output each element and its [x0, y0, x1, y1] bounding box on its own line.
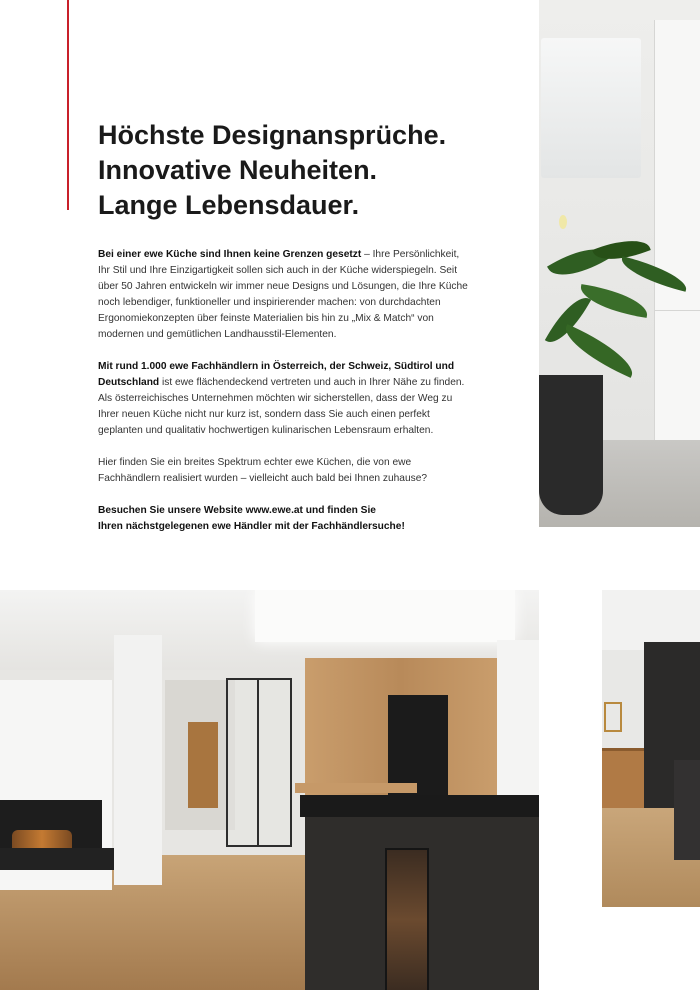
paragraph-intro-lead: Bei einer ewe Küche sind Ihnen keine Grenzen gesetzt [98, 249, 362, 260]
cta-line-2: Ihren nächstgelegenen ewe Händler mit der Fachhändlersuche! [98, 521, 405, 532]
paragraph-dealers [98, 359, 470, 439]
headline-line-2: Innovative Neuheiten. [98, 155, 378, 185]
island-countertop [300, 795, 539, 817]
side-ceiling [602, 590, 700, 650]
main-kitchen-photo [0, 590, 539, 990]
red-accent-line [67, 0, 69, 210]
tall-white-cabinet [654, 20, 700, 482]
glass-steel-door [226, 678, 292, 847]
photo-window [541, 38, 641, 178]
wooden-door [188, 722, 218, 808]
paragraph-dealers-lead: Mit rund 1.000 ewe Fachhändlern in Österreich, der Schweiz, Südtirol und Deutschland [98, 361, 455, 388]
paragraph-spectrum [98, 455, 470, 487]
plant-cabinet-photo [539, 0, 700, 527]
page-headline [98, 118, 518, 223]
wooden-dresser [602, 748, 644, 811]
ceiling-light-panel [255, 590, 515, 642]
side-counter [674, 760, 700, 860]
plant-flower [559, 215, 567, 229]
wall-frame [604, 702, 622, 732]
paragraph-dealers-text: ist ewe flächendeckend vertreten und auch in Ihrer Nähe zu finden. Als österreichisches Unternehmen möchten wir sicherstellen, dass der Weg zu Ihrer neuen Küche nicht nur kurz ist, sondern dass Sie auch einen perfekt geplanten und qualitativ hochwertigen kulinarischen Lebensraum erhalten. [98, 377, 465, 436]
white-cabinet-unit [497, 640, 539, 800]
headline-line-3: Lange Lebensdauer. [98, 190, 360, 220]
body-copy [98, 247, 470, 551]
paragraph-intro [98, 247, 470, 343]
wooden-bar-top [295, 783, 417, 793]
white-pillar [114, 635, 162, 885]
website-call-to-action [98, 503, 470, 535]
wine-cooler [385, 848, 429, 990]
headline-line-1: Höchste Designansprüche. [98, 120, 447, 150]
cta-line-1: Besuchen Sie unsere Website www.ewe.at und finden Sie [98, 505, 376, 516]
plant-pot [539, 375, 603, 515]
paragraph-spectrum-text: Hier finden Sie ein breites Spektrum echter ewe Küchen, die von ewe Fachhändlern realisiert wurden – vielleicht auch bald bei Ihnen zuhause? [98, 457, 428, 484]
side-kitchen-photo [602, 590, 700, 907]
fireplace-bench [0, 848, 126, 870]
paragraph-intro-text: – Ihre Persönlichkeit, Ihr Stil und Ihre Einzigartigkeit sollen sich auch in der Küche widerspiegeln. Seit über 50 Jahren entwickeln wir immer neue Designs und Lösungen, die Ihre Küche noch lebendiger, funktioneller und inspirierender machen: von durchdachten Ergonomiekonzepten über feinste Materialien bis hin zu „Mix & Match“ von modernen und gemütlichen Landhausstil-Elementen. [98, 249, 468, 340]
